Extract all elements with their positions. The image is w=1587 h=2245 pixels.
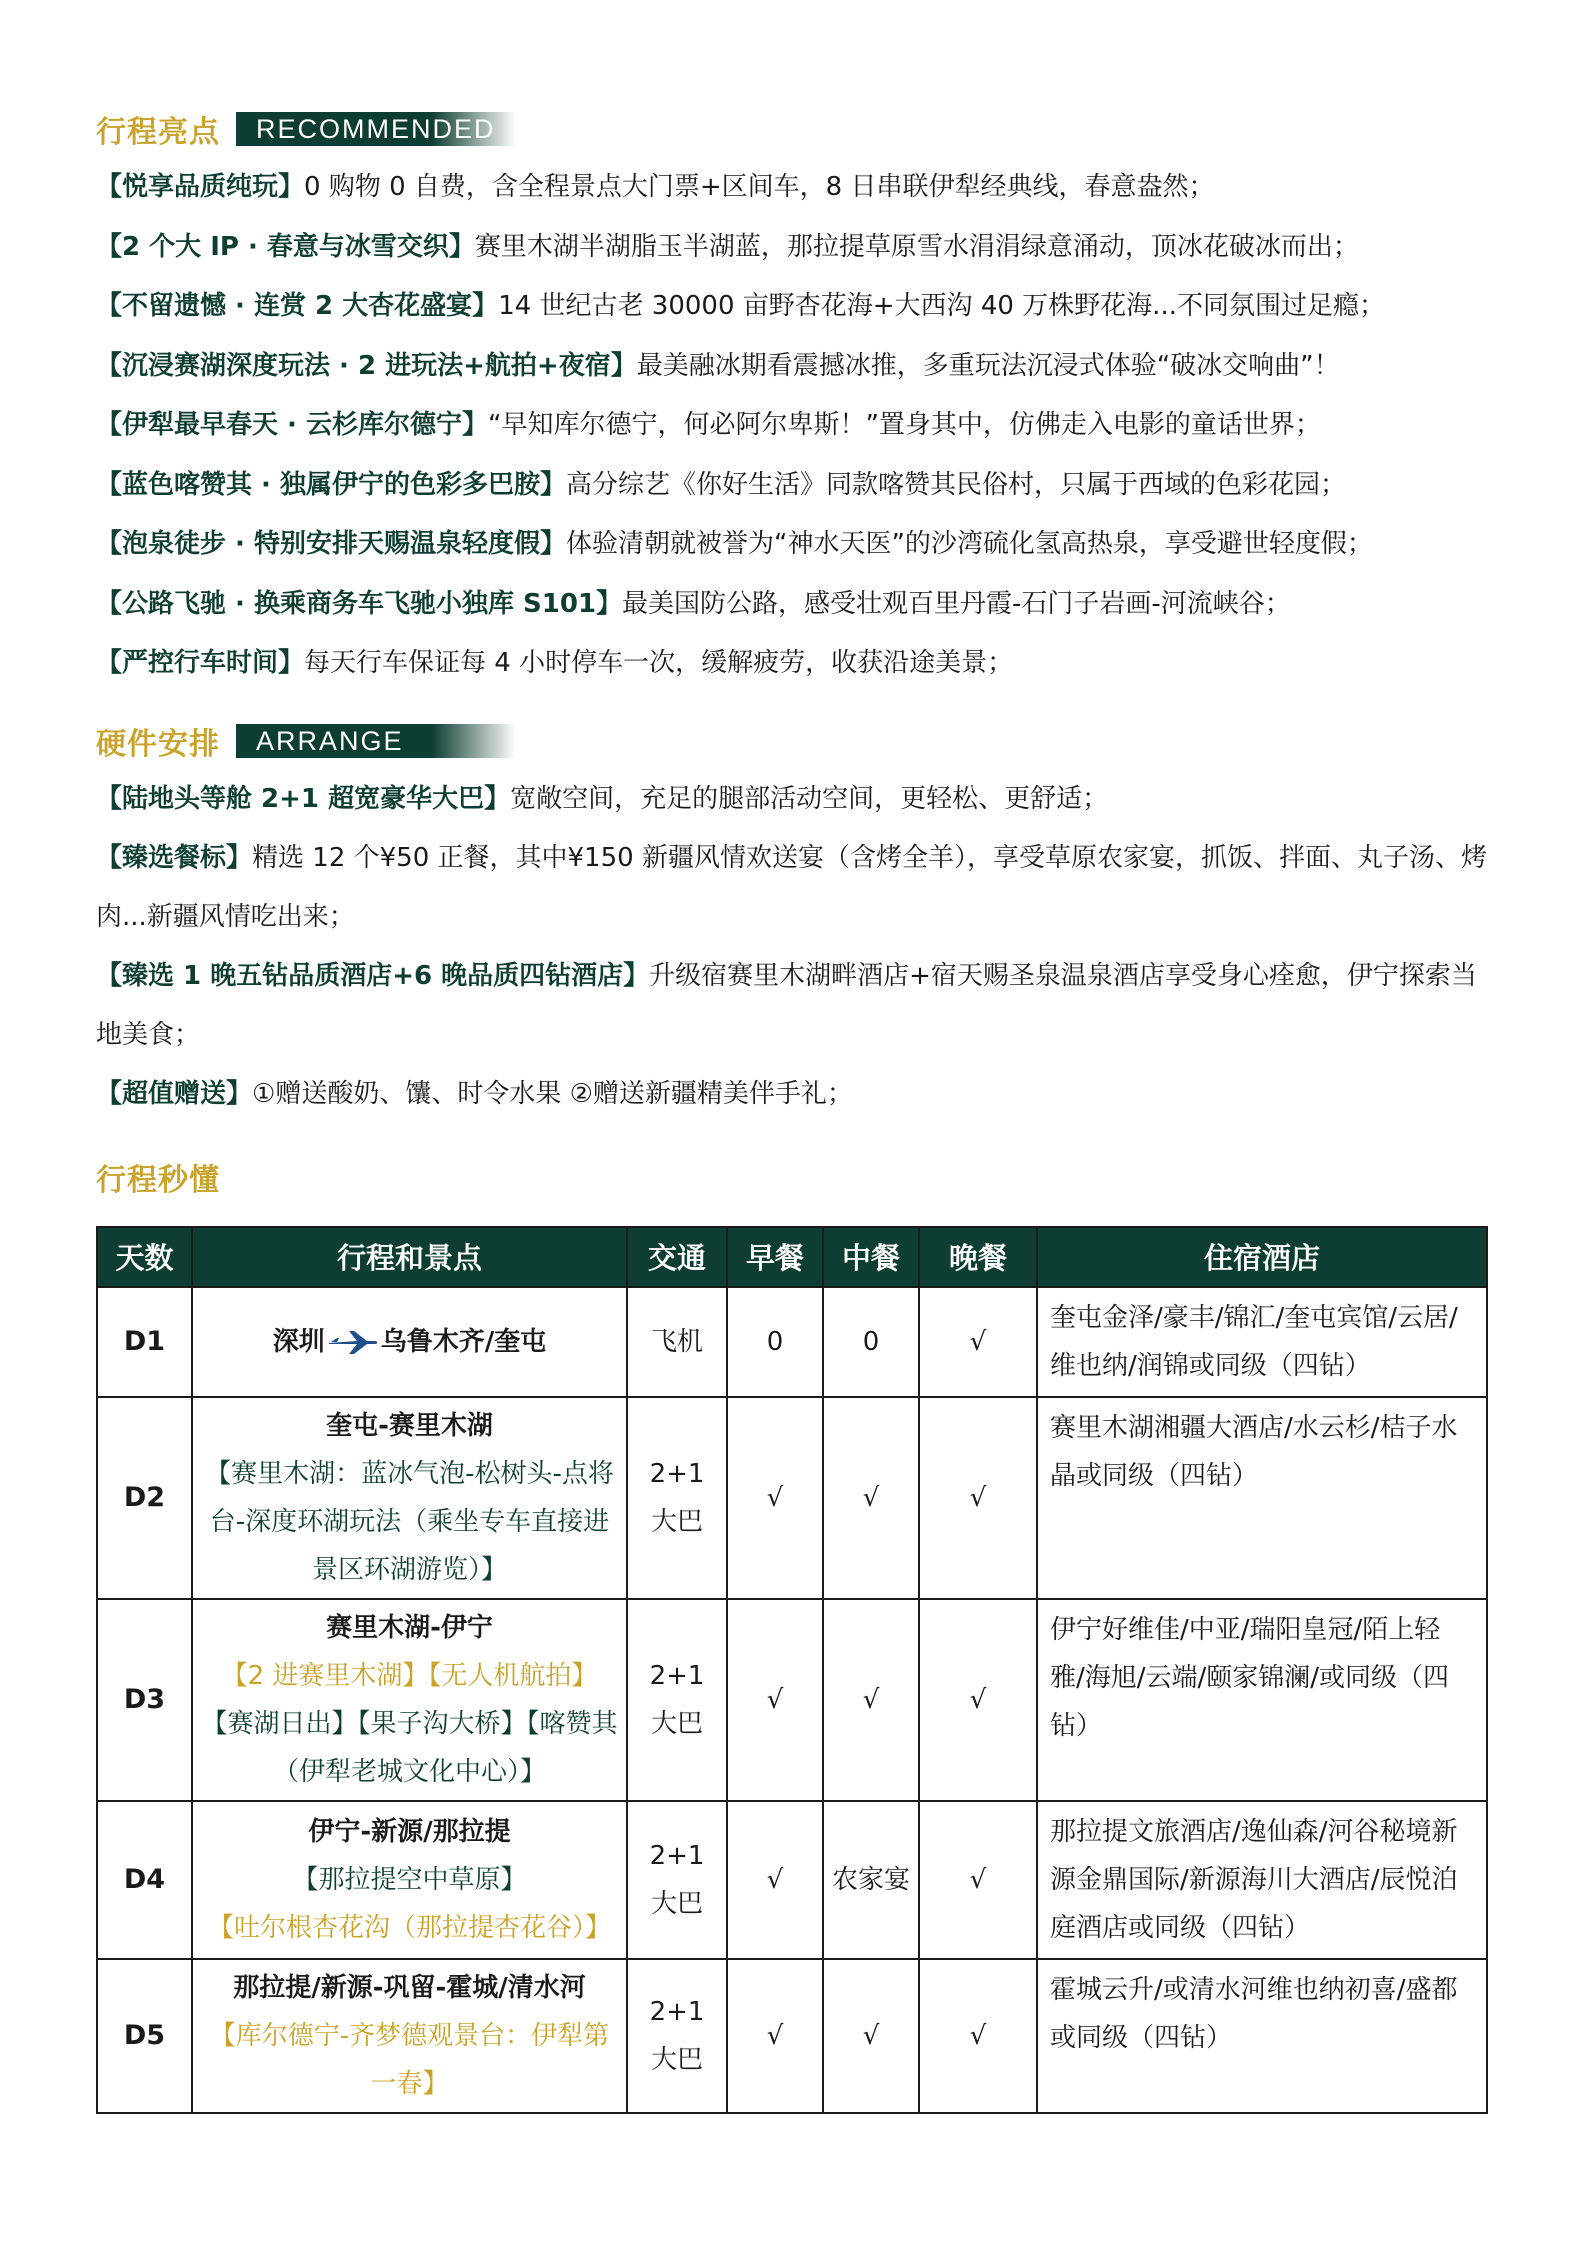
route-cell [192,1959,627,2113]
hardware-label: 【臻选餐标】 [96,842,253,873]
highlight-text: 体验清朝就被誉为“神水天医”的沙湾硫化氢高热泉，享受避世轻度假； [565,529,1373,559]
highlight-text: 每天行车保证每 4 小时停车一次，缓解疲劳，收获沿途美景； [304,648,1014,678]
lunch-cell: √ [823,1397,919,1599]
dinner-cell: √ [919,1801,1037,1959]
highlight-item [96,158,1496,218]
highlight-item [96,396,1496,456]
header-transport: 交通 [627,1227,727,1287]
overview-section [96,1152,1496,2114]
header-route: 行程和景点 [192,1227,627,1287]
highlight-item [96,277,1496,337]
route-detail: 【那拉提空中草原】 [292,1864,527,1895]
breakfast-cell: √ [727,1599,823,1801]
highlight-label: 【不留遗憾 · 连赏 2 大杏花盛宴】 [96,291,499,321]
hardware-text: 精选 12 个¥50 正餐，其中¥150 新疆风情欢送宴（含烤全羊），享受草原农家宴，抓饭、拌面、丸子汤、烤肉...新疆风情吃出来； [96,842,1487,932]
transport-cell: 2+1 大巴 [627,1959,727,2113]
dinner-cell: √ [919,1287,1037,1397]
hardware-title: 硬件安排 [96,726,220,762]
highlight-label: 【伊犁最早春天 · 云杉库尔德宁】 [96,410,488,440]
hardware-item [96,829,1496,947]
highlight-text: 14 世纪古老 30000 亩野杏花海+大西沟 40 万株野花海...不同氛围过足瘾； [498,291,1385,321]
dinner-cell: √ [919,1959,1037,2113]
route-cell [192,1287,627,1397]
lunch-cell: 0 [823,1287,919,1397]
route-title: 那拉提/新源-巩留-霍城/清水河 [233,1972,586,2003]
hardware-label: 【臻选 1 晚五钻品质酒店+6 晚品质四钻酒店】 [96,960,650,991]
header-lunch: 中餐 [823,1227,919,1287]
hardware-item [96,947,1496,1065]
day-cell: D4 [97,1801,192,1959]
airplane-icon [327,1329,379,1355]
transport-cell: 飞机 [627,1287,727,1397]
table-row [97,1959,1487,2113]
route-cell [192,1599,627,1801]
route-highlight: 【吐尔根杏花沟（那拉提杏花谷）】 [207,1912,611,1943]
highlight-text: 最美国防公路，感受壮观百里丹霞-石门子岩画-河流峡谷； [622,588,1291,619]
overview-header [96,1152,1496,1202]
table-row [97,1801,1487,1959]
hardware-item [96,1065,1496,1124]
highlights-tag: RECOMMENDED [236,112,516,146]
highlights-title: 行程亮点 [96,115,220,150]
hardware-section [96,716,1496,1124]
highlights-list [96,158,1496,694]
route-cell [192,1397,627,1599]
table-row [97,1599,1487,1801]
highlight-item [96,634,1496,694]
hardware-text: 宽敞空间，充足的腿部活动空间，更轻松、更舒适； [510,783,1109,814]
route-detail: 【赛里木湖：蓝冰气泡-松树头-点将台-深度环湖玩法（乘坐专车直接进景区环湖游览）】 [205,1458,614,1585]
route-highlight: 【2 进赛里木湖】【无人机航拍】 [221,1660,598,1691]
hardware-list [96,770,1496,1124]
header-day: 天数 [97,1227,192,1287]
hardware-label: 【超值赠送】 [96,1078,253,1109]
route-title: 伊宁-新源/那拉提 [308,1816,511,1847]
hotel-cell: 奎屯金泽/豪丰/锦汇/奎屯宾馆/云居/维也纳/润锦或同级（四钻） [1037,1287,1487,1397]
highlight-text: 最美融冰期看震撼冰推，多重玩法沉浸式体验“破冰交响曲”！ [636,350,1340,381]
hardware-tag: ARRANGE [236,724,516,758]
hotel-cell: 赛里木湖湘疆大酒店/水云杉/桔子水晶或同级（四钻） [1037,1397,1487,1599]
itinerary-table [96,1226,1488,2114]
highlight-item [96,456,1496,516]
highlight-item [96,575,1496,635]
day-cell: D2 [97,1397,192,1599]
highlight-text: 高分综艺《你好生活》同款喀赞其民俗村，只属于西域的色彩花园； [565,469,1346,500]
hardware-text: ①赠送酸奶、馕、时令水果 ②赠送新疆精美伴手礼； [252,1078,853,1109]
header-hotel: 住宿酒店 [1037,1227,1487,1287]
page [96,104,1496,2114]
lunch-cell: √ [823,1959,919,2113]
route-title: 奎屯-赛里木湖 [326,1410,493,1441]
route-from: 深圳 [272,1326,325,1357]
day-cell: D3 [97,1599,192,1801]
hotel-cell: 霍城云升/或清水河维也纳初喜/盛都或同级（四钻） [1037,1959,1487,2113]
transport-cell: 2+1 大巴 [627,1599,727,1801]
table-header-row [97,1227,1487,1287]
highlight-item [96,337,1496,397]
transport-cell: 2+1 大巴 [627,1801,727,1959]
highlight-label: 【公路飞驰 · 换乘商务车飞驰小独库 S101】 [96,588,623,619]
day-cell: D5 [97,1959,192,2113]
header-breakfast: 早餐 [727,1227,823,1287]
route-highlight: 【库尔德宁-齐梦德观景台：伊犁第一春】 [209,2020,610,2099]
highlights-section [96,104,1496,694]
highlights-header [96,104,1496,154]
hardware-label: 【陆地头等舱 2+1 超宽豪华大巴】 [96,783,511,814]
hardware-item [96,770,1496,829]
highlight-label: 【蓝色喀赞其 · 独属伊宁的色彩多巴胺】 [96,469,566,500]
table-row [97,1287,1487,1397]
hardware-header [96,716,1496,766]
route-title: 赛里木湖-伊宁 [326,1612,493,1643]
hardware-text: 升级宿赛里木湖畔酒店+宿天赐圣泉温泉酒店享受身心痊愈，伊宁探索当地美食； [96,960,1477,1050]
route-detail: 【赛湖日出】【果子沟大桥】【喀赞其（伊犁老城文化中心）】 [201,1708,618,1787]
overview-title: 行程秒懂 [96,1162,220,1198]
table-row [97,1397,1487,1599]
breakfast-cell: 0 [727,1287,823,1397]
highlight-label: 【悦享品质纯玩】 [96,172,305,202]
dinner-cell: √ [919,1397,1037,1599]
route-cell [192,1801,627,1959]
dinner-cell: √ [919,1599,1037,1801]
breakfast-cell: √ [727,1397,823,1599]
header-dinner: 晚餐 [919,1227,1037,1287]
breakfast-cell: √ [727,1801,823,1959]
lunch-cell: √ [823,1599,919,1801]
route-to: 乌鲁木齐/奎屯 [380,1326,547,1357]
highlight-text: 赛里木湖半湖脂玉半湖蓝，那拉提草原雪水涓涓绿意涌动，顶冰花破冰而出； [474,231,1359,262]
hotel-cell: 那拉提文旅酒店/逸仙森/河谷秘境新源金鼎国际/新源海川大酒店/辰悦泊庭酒店或同级（四钻） [1037,1801,1487,1959]
highlight-item [96,218,1496,278]
hotel-cell: 伊宁好维佳/中亚/瑞阳皇冠/陌上轻雅/海旭/云端/颐家锦澜/或同级（四钻） [1037,1599,1487,1801]
highlight-text: 0 购物 0 自费，含全程景点大门票+区间车，8 日串联伊犁经典线，春意盎然； [304,172,1215,202]
highlight-label: 【泡泉徒步 · 特别安排天赐温泉轻度假】 [96,529,566,559]
lunch-cell: 农家宴 [823,1801,919,1959]
highlight-text: “早知库尔德宁，何必阿尔卑斯！”置身其中，仿佛走入电影的童话世界； [487,410,1321,440]
transport-cell: 2+1 大巴 [627,1397,727,1599]
breakfast-cell: √ [727,1959,823,2113]
highlight-label: 【沉浸赛湖深度玩法 · 2 进玩法+航拍+夜宿】 [96,350,637,381]
day-cell: D1 [97,1287,192,1397]
highlight-label: 【严控行车时间】 [96,648,305,678]
highlight-label: 【2 个大 IP · 春意与冰雪交织】 [96,231,475,262]
highlight-item [96,515,1496,575]
